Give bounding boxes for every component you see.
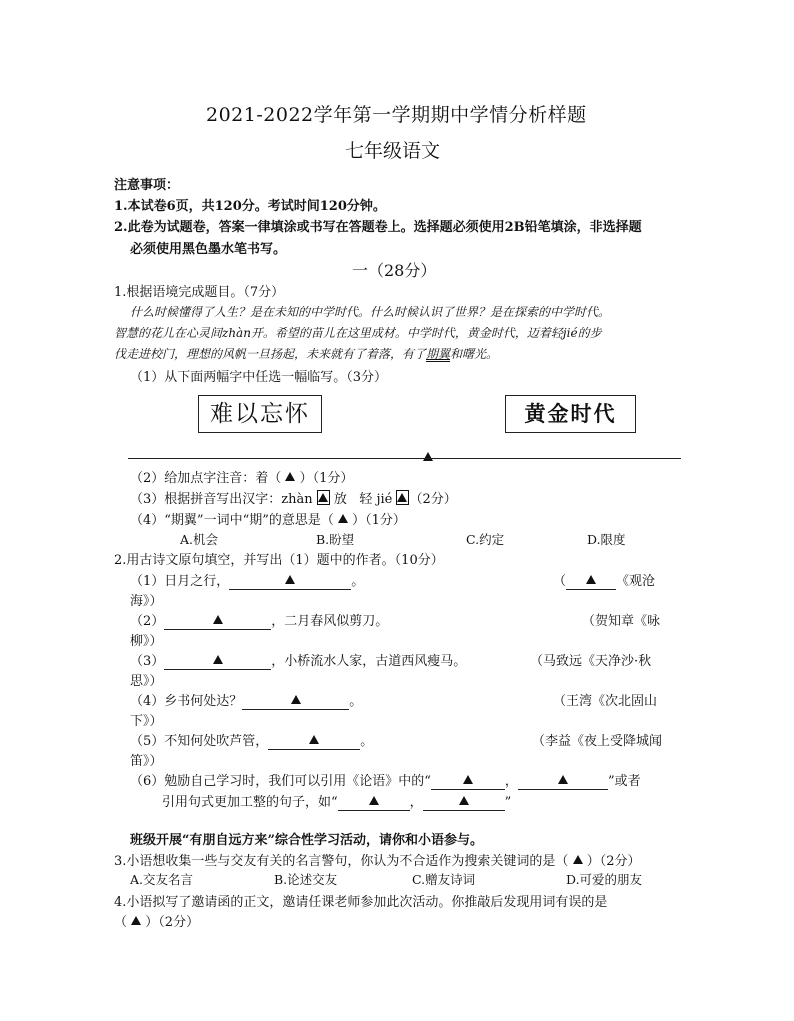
q2-l1-text: （1）日月之行， <box>130 574 230 589</box>
q2-l5-end: 。 <box>360 734 374 749</box>
q1-option-d[interactable]: D.限度 <box>587 532 626 547</box>
q1-sub2 <box>130 467 353 486</box>
q2-l6-tail: ”或者 <box>607 774 641 789</box>
q1-option-b[interactable]: B.盼望 <box>316 532 355 547</box>
triangle-icon <box>463 775 473 784</box>
q2-line4 <box>130 690 362 710</box>
q2-line3-cont: 思》） <box>130 674 163 689</box>
q2-line3-source: （马致远《天净沙·秋 <box>530 654 652 669</box>
author-blank[interactable] <box>566 575 616 590</box>
activity-intro: 班级开展“有朋自远方来”综合性学习活动，请你和小语参与。 <box>130 833 483 848</box>
triangle-icon <box>309 735 319 744</box>
comma: ， <box>409 795 423 810</box>
q2-line3 <box>130 650 466 670</box>
q2-l4-end: 。 <box>349 694 363 709</box>
q2-line4-cont: 下》） <box>130 714 163 729</box>
answer-box[interactable] <box>317 490 330 505</box>
paren-open: （ <box>553 574 567 589</box>
q2-line1-cont: 海》） <box>130 594 163 609</box>
triangle-icon <box>213 655 223 664</box>
triangle-icon <box>573 855 583 864</box>
q1-sub2-text: （2）给加点字注音：着（ <box>130 471 282 486</box>
q1-sub3 <box>130 488 457 507</box>
q2-line1 <box>130 570 364 590</box>
fill-blank[interactable] <box>338 796 410 811</box>
poem-title: 《观沧 <box>616 574 656 589</box>
triangle-icon <box>586 575 596 584</box>
q3-option-a[interactable]: A.交友名言 <box>130 872 194 887</box>
q1-sub3-score: （2分） <box>409 492 457 507</box>
q4-tail: ）（2分） <box>145 915 200 930</box>
fill-blank[interactable] <box>242 695 349 710</box>
answer-box[interactable] <box>396 490 409 505</box>
q2-line2-source: （贺知章《咏 <box>582 614 661 629</box>
q3-option-c[interactable]: C.赠友诗词 <box>412 872 476 887</box>
notice-item-2: 2.此卷为试题卷，答案一律填涂或书写在答题卷上。选择题必须使用2B铅笔填涂，非选择题 <box>114 220 642 235</box>
q4-stem: 4.小语拟写了邀请函的正文，邀请任课老师参加此次活动。你推敲后发现用词有误的是 <box>114 895 608 910</box>
q2-line2 <box>130 610 388 630</box>
exam-title: 2021-2022学年第一学期期中学情分析样题 <box>206 104 587 126</box>
q2-line6 <box>130 770 641 790</box>
q2-line1-source <box>553 570 655 590</box>
q3-option-b[interactable]: B.论述交友 <box>274 872 338 887</box>
q2-line5 <box>130 730 373 750</box>
paren-open: （ <box>114 915 128 930</box>
q2-l6-cont-text: 引用句式更加工整的句子，如“ <box>162 795 338 810</box>
triangle-icon <box>397 493 407 502</box>
q1-sub1: （1）从下面两幅字中任选一幅临写。（3分） <box>130 370 388 385</box>
passage-text: 伐走进校门，理想的风帆一旦扬起，未来就有了着落，有了 <box>114 347 427 361</box>
notice-heading: 注意事项： <box>114 178 180 193</box>
q2-l6-text: （6）勉励自己学习时，我们可以引用《论语》中的“ <box>130 774 431 789</box>
q1-sub4-text: （4）“期翼”一词中“期”的意思是（ <box>130 513 334 528</box>
q1-sub3-pinyin: 轻 jié <box>359 492 393 507</box>
q1-sub3-char: 放 <box>333 492 347 507</box>
q3-tail: ）（2分） <box>586 854 641 869</box>
triangle-icon <box>338 514 348 523</box>
q2-line6-cont <box>162 791 511 811</box>
q2-line5-source: （李益《夜上受降城闻 <box>532 734 663 749</box>
close-quote: ” <box>504 795 512 810</box>
q1-passage-line1: 什么时候懂得了人生？是在未知的中学时代。什么时候认识了世界？是在探索的中学时代。 <box>130 305 611 319</box>
triangle-icon <box>423 452 433 461</box>
answer-marker <box>423 447 433 466</box>
fill-blank[interactable] <box>164 655 271 670</box>
exam-subtitle: 七年级语文 <box>345 140 441 162</box>
q1-sub2-tail: ）（1分） <box>299 471 354 486</box>
triangle-icon <box>459 796 469 805</box>
triangle-icon <box>285 472 295 481</box>
triangle-icon <box>369 796 379 805</box>
section-title: 一（28分） <box>352 261 437 280</box>
q3-stem <box>114 850 640 869</box>
calligraphy-sample-1: 难以忘怀 <box>198 395 322 433</box>
q1-option-a[interactable]: A.机会 <box>180 532 219 547</box>
q1-sub3-text: （3）根据拼音写出汉字：zhàn <box>130 492 313 507</box>
fill-blank[interactable] <box>423 796 505 811</box>
fill-blank[interactable] <box>164 615 271 630</box>
triangle-icon <box>131 916 141 925</box>
q2-l1-end: 。 <box>351 574 365 589</box>
q2-l3-text: ，小桥流水人家，古道西风瘦马。 <box>271 654 467 669</box>
q1-stem: 1.根据语境完成题目。（7分） <box>114 285 285 300</box>
q2-l4-text: （4）乡书何处达？ <box>130 694 243 709</box>
triangle-icon <box>558 775 568 784</box>
q2-line4-source: （王湾《次北固山 <box>553 694 658 709</box>
q2-line5-cont: 笛》） <box>130 754 163 769</box>
q1-sub4 <box>130 509 406 528</box>
triangle-icon <box>318 493 328 502</box>
triangle-icon <box>285 575 295 584</box>
fill-blank[interactable] <box>229 575 351 590</box>
q1-sub4-tail: ）（1分） <box>352 513 406 528</box>
q2-l3-num: （3） <box>130 654 165 669</box>
q1-option-c[interactable]: C.约定 <box>466 532 505 547</box>
q2-l2-num: （2） <box>130 614 165 629</box>
q2-l5-text: （5）不知何处吹芦管， <box>130 734 269 749</box>
q3-text: 3.小语想收集一些与交友有关的名言警句，你认为不合适作为搜索关键词的是（ <box>114 854 569 869</box>
q2-stem: 2.用古诗文原句填空，并写出（1）题中的作者。（10分） <box>114 553 444 568</box>
q3-option-d[interactable]: D.可爱的朋友 <box>566 872 643 887</box>
notice-item-1: 1.本试卷6页，共120分。考试时间120分钟。 <box>114 199 386 214</box>
copy-line <box>128 458 681 459</box>
q2-l2-text: ，二月春风似剪刀。 <box>271 614 389 629</box>
q1-passage-line2: 智慧的花儿在心灵间zhàn开。希望的苗儿在这里成材。中学时代，黄金时代，迈着轻jié的步 <box>114 326 602 340</box>
comma: ， <box>504 774 518 789</box>
fill-blank[interactable] <box>431 775 505 790</box>
triangle-icon <box>291 695 301 704</box>
passage-text-end: 和曙光。 <box>450 347 499 361</box>
fill-blank[interactable] <box>268 735 360 750</box>
fill-blank[interactable] <box>518 775 608 790</box>
q4-line2 <box>114 911 199 930</box>
q1-passage-line3 <box>114 345 498 362</box>
calligraphy-sample-2: 黄金时代 <box>505 395 636 433</box>
triangle-icon <box>213 615 223 624</box>
q2-line2-cont: 柳》） <box>130 634 163 649</box>
notice-item-2-cont: 必须使用黑色墨水笔书写。 <box>130 242 287 257</box>
underlined-word: 期翼 <box>426 347 451 361</box>
